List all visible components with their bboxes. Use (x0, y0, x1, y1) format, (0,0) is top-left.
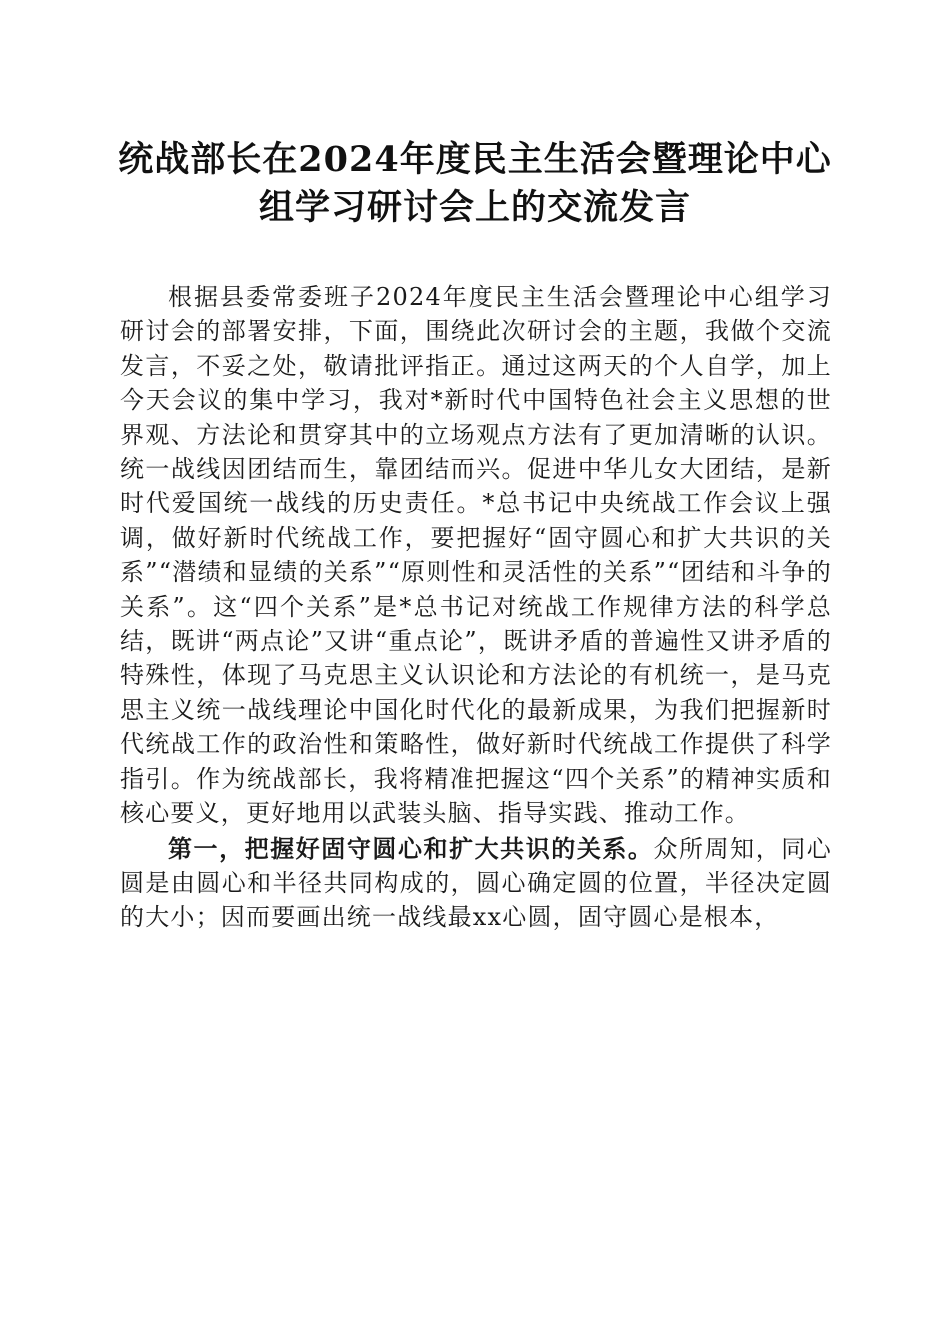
title-line-2: 组学习研讨会上的交流发言 (258, 187, 691, 228)
document-body (120, 280, 832, 935)
paragraph-lead-heading: 第一，把握好固守圆心和扩大共识的关系。 (168, 833, 654, 863)
paragraph-first-point (120, 832, 832, 935)
paragraph-intro (120, 280, 832, 831)
paragraph-first-point-text: 众所周知，同心圆是由圆心和半径共同构成的，圆心确定圆的位置，半径决定圆的大小；因而要画出统一战线最xx心圆，固守圆心是根本， (120, 834, 832, 932)
document-title (90, 136, 860, 232)
title-line-1: 统战部长在2024年度民主生活会暨理论中心 (118, 139, 832, 180)
paragraph-intro-text: 根据县委常委班子2024年度民主生活会暨理论中心组学习研讨会的部署安排，下面，围绕此次研讨会的主题，我做个交流发言，不妥之处，敬请批评指正。通过这两天的个人自学，加上今天会议的集中学习，我对*新时代中国特色社会主义思想的世界观、方法论和贯穿其中的立场观点方法有了更加清晰的认识。统一战线因团结而生，靠团结而兴。促进中华儿女大团结，是新时代爱国统一战线的历史责任。*总书记中央统战工作会议上强调，做好新时代统战工作，要把握好“固守圆心和扩大共识的关系”“潜绩和显绩的关系”“原则性和灵活性的关系”“团结和斗争的关系”。这“四个关系”是*总书记对统战工作规律方法的科学总结，既讲“两点论”又讲“重点论”，既讲矛盾的普遍性又讲矛盾的特殊性，体现了马克思主义认识论和方法论的有机统一，是马克思主义统一战线理论中国化时代化的最新成果，为我们把握新时代统战工作的政治性和策略性，做好新时代统战工作提供了科学指引。作为统战部长，我将精准把握这“四个关系”的精神实质和核心要义，更好地用以武装头脑、指导实践、推动工作。 (120, 283, 832, 828)
